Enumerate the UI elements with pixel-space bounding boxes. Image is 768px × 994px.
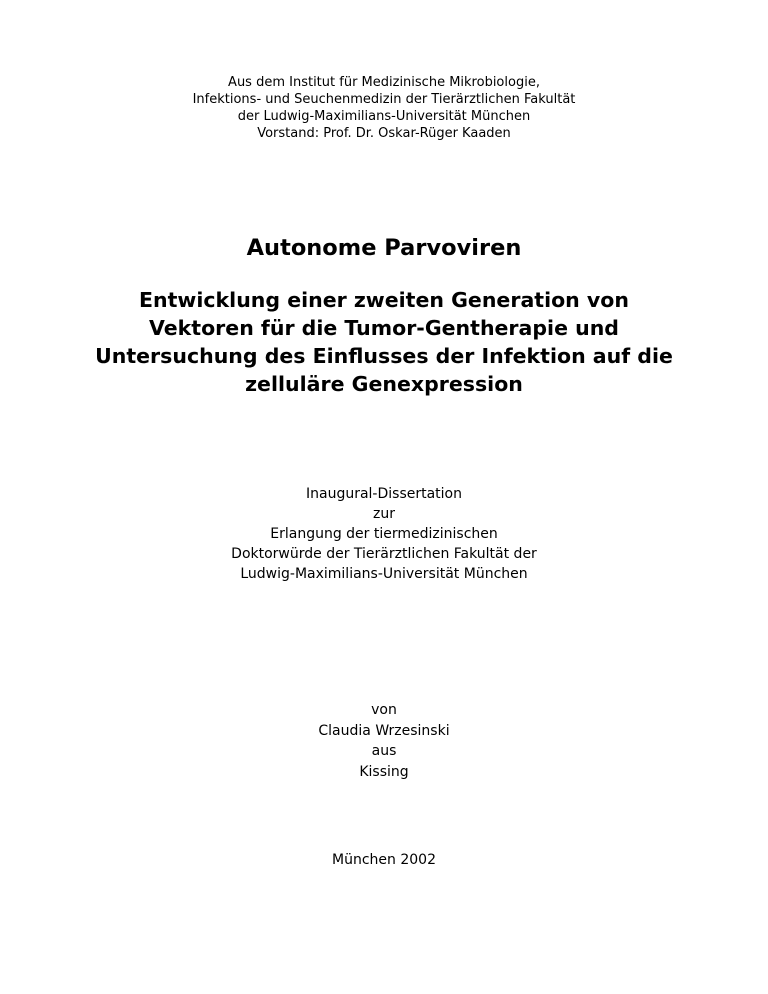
- author-name: Claudia Wrzesinski: [318, 722, 450, 739]
- institute-line: Aus dem Institut für Medizinische Mikrobiologie,: [228, 75, 540, 90]
- institute-director: Vorstand: Prof. Dr. Oskar-Rüger Kaaden: [257, 126, 511, 141]
- institute-line: Infektions- und Seuchenmedizin der Tierärztlichen Fakultät: [192, 92, 576, 107]
- institute-line: der Ludwig-Maximilians-Universität München: [237, 109, 531, 124]
- subtitle-line: Entwicklung einer zweiten Generation von: [139, 288, 629, 312]
- dissertation-line: Doktorwürde der Tierärztlichen Fakultät der: [231, 546, 537, 562]
- subtitle-line: Vektoren für die Tumor-Gentherapie und: [149, 316, 619, 340]
- main-title: [0, 233, 768, 263]
- author-origin-label: aus: [371, 743, 397, 759]
- dissertation-line: Ludwig-Maximilians-Universität München: [240, 566, 528, 582]
- main-title-text: Autonome Parvoviren: [246, 235, 522, 261]
- place-date-text: München 2002: [332, 852, 436, 868]
- author-block: [0, 700, 768, 782]
- institute-header: [0, 74, 768, 142]
- author-from-label: von: [371, 702, 397, 718]
- subtitle: [0, 286, 768, 398]
- dissertation-line: zur: [373, 506, 395, 522]
- subtitle-line: zelluläre Genexpression: [245, 372, 523, 396]
- subtitle-line: Untersuchung des Einflusses der Infektion auf die: [95, 344, 673, 368]
- author-origin: Kissing: [359, 763, 409, 780]
- dissertation-statement: [0, 484, 768, 584]
- dissertation-line: Inaugural-Dissertation: [305, 486, 462, 502]
- dissertation-line: Erlangung der tiermedizinischen: [270, 526, 498, 542]
- place-date: [0, 850, 768, 870]
